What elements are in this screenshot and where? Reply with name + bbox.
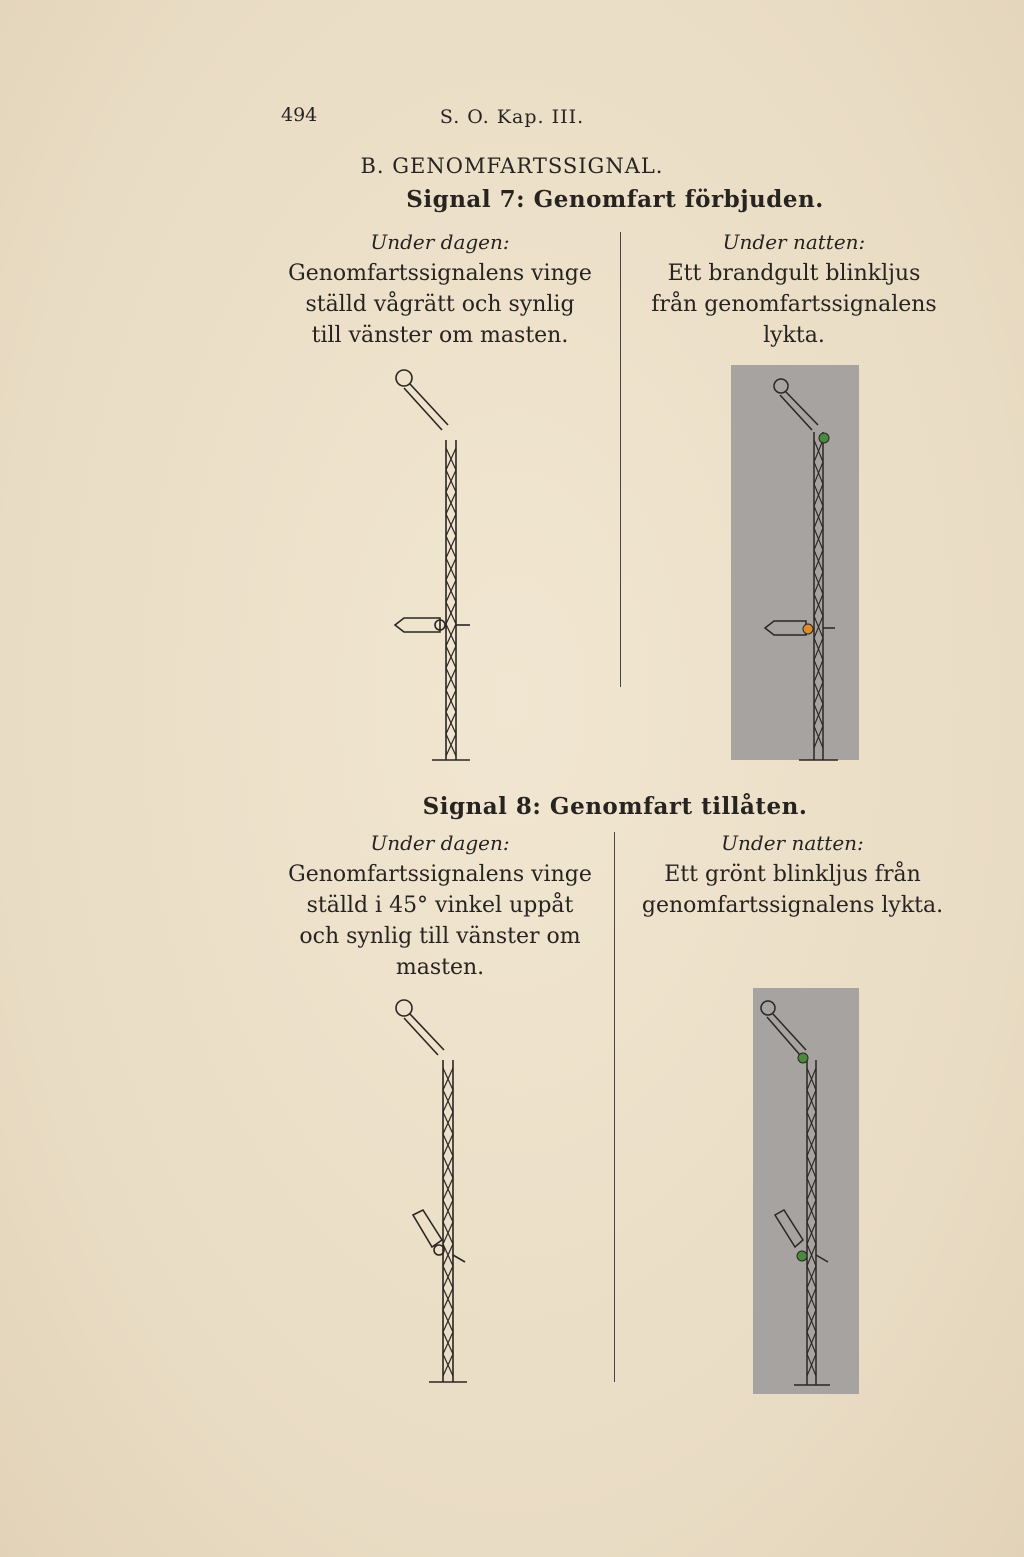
night-line: Ett grönt blinkljus från [664,862,921,887]
day-line: och synlig till vänster om [299,924,581,949]
night-line: från genomfartssignalens [651,292,937,317]
day-line: ställd i 45° vinkel uppåt [306,893,574,918]
signal-8-title: Signal 8: Genomfart tillåten. [422,793,808,820]
day-line: Genomfartssignalens vinge [288,261,592,286]
signal-8-lamp [797,1251,807,1261]
day-line: ställd vågrätt och synlig [305,292,575,317]
day-line: masten. [395,955,485,980]
night-line: lykta. [763,323,825,348]
running-title: S. O. Kap. III. [439,106,585,128]
signal-8-night-label: Under natten: [721,831,864,855]
signal-7-day-label: Under dagen: [370,230,510,254]
signal-8-day-label: Under dagen: [370,831,510,855]
page-number: 494 [281,104,318,126]
night-line: genomfartssignalens lykta. [641,893,944,918]
day-line: till vänster om masten. [311,323,569,348]
signal-8-upper-lamp [798,1053,808,1063]
section-heading: B. GENOMFARTSSIGNAL. [360,154,664,178]
signal-7-title: Signal 7: Genomfart förbjuden. [406,186,824,213]
night-line: Ett brandgult blinkljus [667,261,921,286]
signal-7-night-label: Under natten: [722,230,866,254]
day-line: Genomfartssignalens vinge [288,862,592,887]
